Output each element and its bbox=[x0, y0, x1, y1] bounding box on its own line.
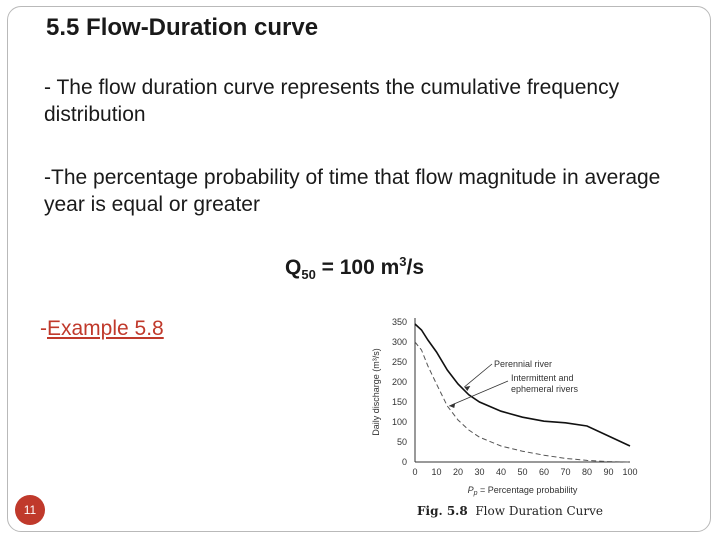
x-tick-label: 20 bbox=[452, 467, 464, 477]
x-tick-label: 0 bbox=[412, 467, 418, 477]
y-tick-label: 300 bbox=[391, 337, 407, 347]
x-tick-label: 80 bbox=[581, 467, 593, 477]
q50-equation: $Q_{50} = 100$ $m^3/s$ bbox=[285, 254, 425, 283]
y-tick-label: 100 bbox=[391, 417, 407, 427]
flow-duration-chart bbox=[360, 310, 650, 502]
legend-intermittent-line1: Intermittent and bbox=[511, 373, 574, 383]
x-tick-label: 40 bbox=[495, 467, 507, 477]
slide-title: 5.5 Flow-Duration curve bbox=[46, 14, 319, 41]
probability-paragraph: -The percentage probability of time that flow magnitude in average year is equal or greater bbox=[44, 166, 661, 216]
x-tick-label: 70 bbox=[560, 467, 571, 477]
legend-perennial: Perennial river bbox=[494, 359, 553, 369]
perennial-pointer bbox=[464, 364, 492, 387]
x-tick-label: 90 bbox=[603, 467, 614, 477]
example-link[interactable]: Example 5.8 bbox=[47, 317, 164, 340]
y-tick-label: 350 bbox=[391, 317, 407, 327]
x-tick-label: 60 bbox=[538, 467, 550, 477]
legend-intermittent-line2: ephemeral rivers bbox=[511, 384, 579, 394]
x-axis-label: $P_p$ = Percentage probability bbox=[467, 485, 578, 497]
x-tick-label: 10 bbox=[431, 467, 442, 477]
y-tick-label: 0 bbox=[401, 457, 407, 467]
y-tick-label: 250 bbox=[391, 357, 407, 367]
x-tick-label: 30 bbox=[474, 467, 485, 477]
example-reference[interactable]: -Example 5.8 bbox=[40, 317, 164, 340]
y-tick-label: 50 bbox=[396, 437, 407, 447]
x-tick-label: 100 bbox=[622, 467, 638, 477]
slide-number-badge: 11 bbox=[15, 495, 45, 525]
y-tick-label: 200 bbox=[391, 377, 407, 387]
y-axis-label: Daily discharge (m³/s) bbox=[371, 348, 381, 436]
y-tick-label: 150 bbox=[391, 397, 407, 407]
definition-paragraph: - The flow duration curve represents the cumulative frequency distribution bbox=[44, 76, 620, 126]
figure-caption: Fig. 5.8 Flow Duration Curve bbox=[417, 504, 604, 518]
x-tick-label: 50 bbox=[517, 467, 528, 477]
